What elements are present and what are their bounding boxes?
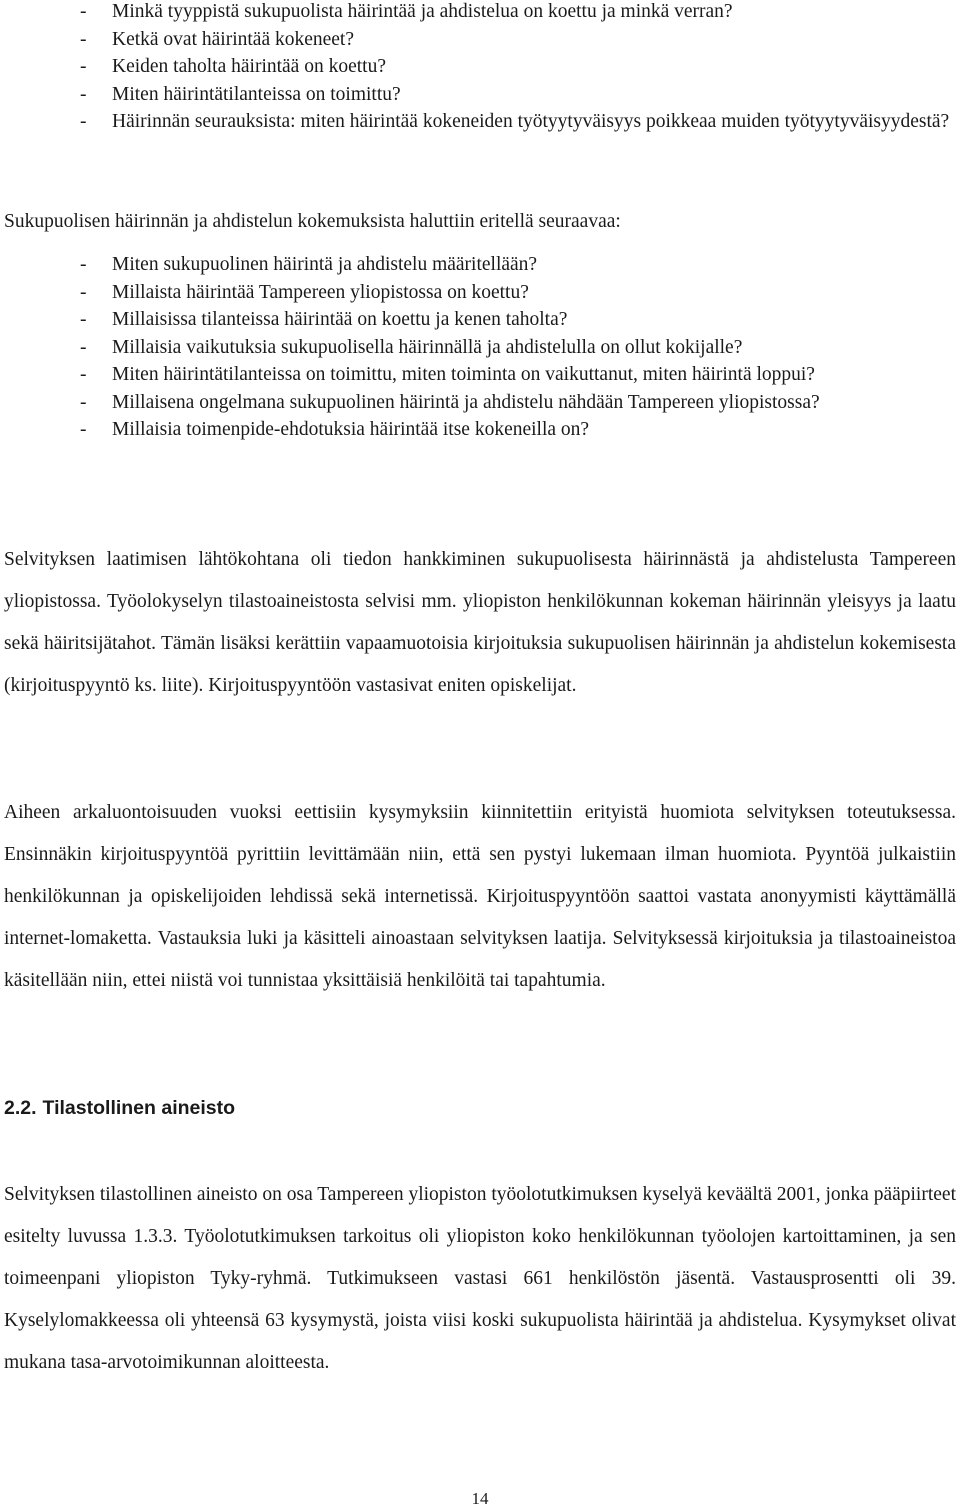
- list-dash: -: [80, 391, 87, 413]
- list-item-text: Minkä tyyppistä sukupuolista häirintää ja ahdistelua on koettu ja minkä verran?: [112, 1, 733, 22]
- list-item-text: Millaista häirintää Tampereen yliopistossa on koettu?: [112, 281, 529, 303]
- list-item-text: Miten häirintätilanteissa on toimittu?: [112, 83, 401, 105]
- list-item-text: Ketkä ovat häirintää kokeneet?: [112, 28, 355, 50]
- list-item: [0, 0, 960, 26]
- list-item: [0, 334, 960, 362]
- body-paragraph-1: Selvityksen laatimisen lähtökohtana oli tiedon hankkiminen sukupuolisesta häirinnästä ja ahdistelusta Tampereen yliopistossa. Työolokyselyn tilastoaineistosta selvisi mm. yliopiston henkilökunnan kokeman häirinnän yleisyys ja laatu sekä häiritsijätahot. Tämän lisäksi kerättiin vapaamuotoisia kirjoituksia sukupuolisen häirinnän ja ahdistelun kokemisesta (kirjoituspyyntö ks. liite). Kirjoituspyyntöön vastasivat eniten opiskelijat.: [4, 549, 956, 696]
- list-item: [0, 26, 960, 54]
- list-item: [0, 306, 960, 334]
- list-item: [0, 251, 960, 279]
- list-dash: -: [80, 309, 87, 330]
- question-list-1: [0, 0, 960, 136]
- list-dash: -: [80, 56, 87, 77]
- list-item-text: Millaisia toimenpide-ehdotuksia häirintää itse kokeneilla on?: [112, 419, 590, 440]
- list-item-text: Millaisia vaikutuksia sukupuolisella häirinnällä ja ahdistelulla on ollut kokijalle?: [112, 336, 743, 358]
- body-paragraph-2: Aiheen arkaluontoisuuden vuoksi eettisiin kysymyksiin kiinnitettiin erityistä huomiota selvityksen toteutuksessa. Ensinnäkin kirjoituspyyntöä pyrittiin levittämään niin, että sen pystyi lukemaan ilman huomiota. Pyyntöä julkaistiin henkilökunnan ja opiskelijoiden lehdissä sekä internetissä. Kirjoituspyyntöön saattoi vastata anonyymisti käyttämällä internet-lomaketta. Vastauksia luki ja käsitteli ainoastaan selvityksen laatija. Selvityksessä kirjoituksia ja tilastoaineistoa käsitellään niin, ettei niistä voi tunnistaa yksittäisiä henkilöitä tai tapahtumia.: [4, 802, 956, 991]
- list-dash: -: [80, 419, 87, 440]
- list-dash: -: [80, 28, 87, 50]
- list-item-text: Häirinnän seurauksista: miten häirintää kokeneiden työtyytyväisyys poikkeaa muiden työtyytyväisyydestä?: [112, 111, 950, 132]
- list-dash: -: [80, 364, 87, 385]
- page-number: 14: [471, 1489, 489, 1508]
- intro-paragraph: Sukupuolisen häirinnän ja ahdistelun kokemuksista haluttiin eritellä seuraavaa:: [4, 211, 621, 232]
- list-item-text: Miten häirintätilanteissa on toimittu, miten toiminta on vaikuttanut, miten häirintä loppui?: [112, 364, 815, 385]
- list-dash: -: [80, 111, 87, 132]
- list-item-text: Keiden taholta häirintää on koettu?: [112, 56, 386, 77]
- body-paragraph-3: Selvityksen tilastollinen aineisto on osa Tampereen yliopiston työolotutkimuksen kyselyä keväältä 2001, jonka pääpiirteet esitelty luvussa 1.3.3. Työolotutkimuksen tarkoitus oli yliopiston koko henkilökunnan työolojen kartoittaminen, ja sen toimeenpani yliopiston Tyky-ryhmä. Tutkimukseen vastasi 661 henkilöstön jäsentä. Vastausprosentti oli 39. Kyselylomakkeessa oli yhteensä 63 kysymystä, joista viisi koski sukupuolista häirintää ja ahdistelua. Kysymykset olivat mukana tasa-arvotoimikunnan aloitteesta.: [4, 1184, 956, 1373]
- list-item-text: Millaisissa tilanteissa häirintää on koettu ja kenen taholta?: [112, 309, 568, 330]
- section-number: 2.2.: [4, 1097, 37, 1119]
- list-item: [0, 81, 960, 109]
- list-dash: -: [80, 1, 87, 22]
- section-heading: [4, 1094, 235, 1122]
- list-item: [0, 108, 960, 136]
- list-item: [0, 279, 960, 307]
- list-dash: -: [80, 83, 87, 105]
- list-item: [0, 361, 960, 389]
- list-item-text: Millaisena ongelmana sukupuolinen häirintä ja ahdistelu nähdään Tampereen yliopistossa?: [112, 391, 820, 413]
- list-dash: -: [80, 254, 87, 275]
- list-dash: -: [80, 281, 87, 303]
- question-list-2: [0, 251, 960, 444]
- list-item: [0, 389, 960, 417]
- list-item: [0, 416, 960, 444]
- list-item: [0, 53, 960, 81]
- list-item-text: Miten sukupuolinen häirintä ja ahdistelu määritellään?: [112, 254, 538, 275]
- list-dash: -: [80, 336, 87, 358]
- section-title: Tilastollinen aineisto: [42, 1097, 236, 1119]
